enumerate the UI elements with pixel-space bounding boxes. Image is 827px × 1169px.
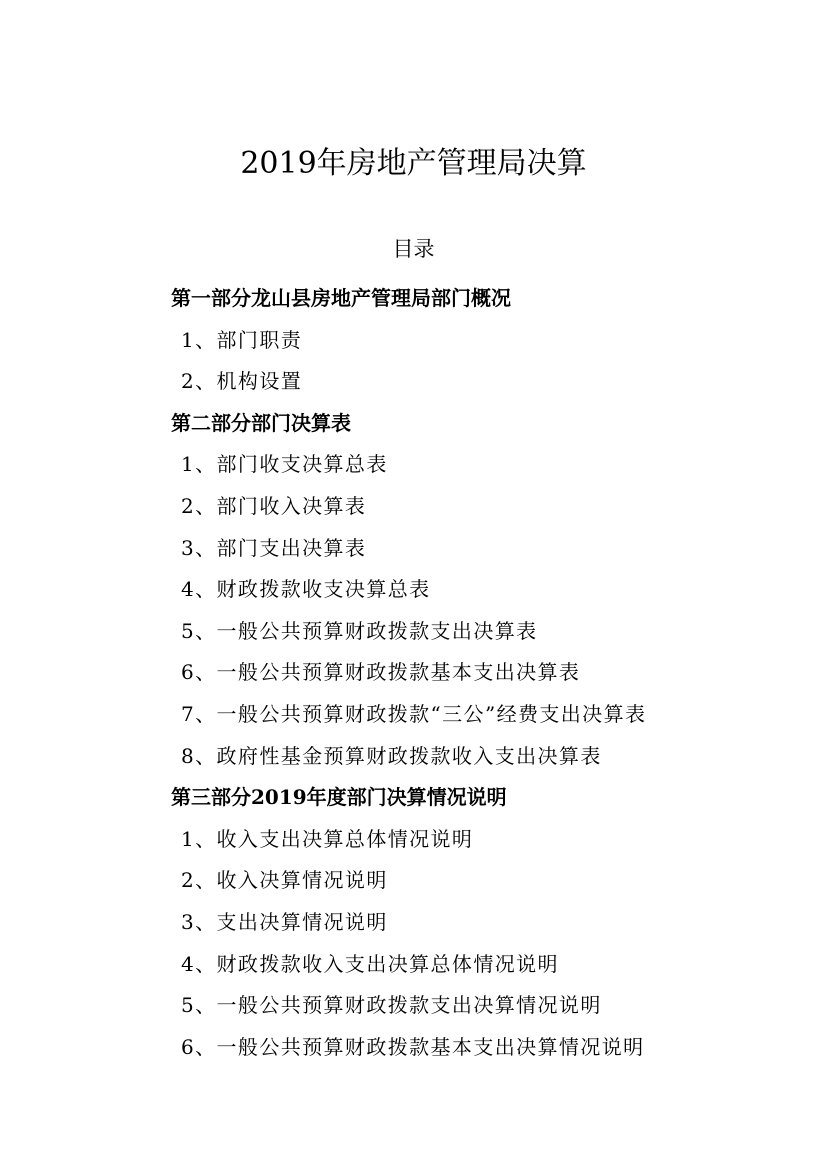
item-number: 4、 [181, 577, 217, 602]
toc-section-part-1 [171, 278, 811, 403]
toc-heading: 目录 [392, 237, 435, 261]
toc-item[interactable] [171, 652, 811, 694]
item-number: 8、 [181, 743, 217, 768]
toc-item[interactable] [171, 985, 811, 1027]
item-text: 支出决算情况说明 [216, 909, 388, 934]
toc-item[interactable] [171, 902, 811, 944]
item-text: 财政拨款收支决算总表 [216, 577, 431, 602]
item-number: 2、 [181, 868, 217, 893]
item-text: 机构设置 [216, 369, 303, 394]
toc-item[interactable] [171, 694, 811, 736]
item-number: 3、 [181, 909, 217, 934]
item-text: 政府性基金预算财政拨款收入支出决算表 [216, 743, 602, 768]
item-number: 1、 [181, 826, 217, 851]
item-number: 6、 [181, 1034, 217, 1059]
toc-item[interactable] [171, 444, 811, 486]
toc-item[interactable] [171, 569, 811, 611]
section-title[interactable]: 第二部分部门决算表 [171, 410, 351, 435]
toc-item[interactable] [171, 486, 811, 528]
item-text: 部门收支决算总表 [216, 452, 388, 477]
item-text: 部门职责 [216, 327, 303, 352]
toc-item[interactable] [171, 1027, 811, 1069]
item-number: 3、 [181, 535, 217, 560]
toc-item[interactable] [171, 528, 811, 570]
section-title[interactable]: 第三部分2019年度部门决算情况说明 [171, 785, 507, 810]
toc-item[interactable] [171, 361, 811, 403]
toc-item[interactable] [171, 860, 811, 902]
item-text: 收入决算情况说明 [216, 868, 388, 893]
item-text: 一般公共预算财政拨款支出决算表 [216, 618, 538, 643]
item-number: 1、 [181, 327, 217, 352]
item-text: 一般公共预算财政拨款支出决算情况说明 [216, 993, 602, 1018]
item-number: 4、 [181, 951, 217, 976]
toc-section-part-2 [171, 403, 811, 777]
item-text: 部门支出决算表 [216, 535, 367, 560]
item-number: 7、 [181, 701, 217, 726]
toc-item[interactable] [171, 819, 811, 861]
item-text: 财政拨款收入支出决算总体情况说明 [216, 951, 559, 976]
document-title: 2019年房地产管理局决算 [240, 146, 587, 181]
item-number: 5、 [181, 618, 217, 643]
item-text: 部门收入决算表 [216, 493, 367, 518]
section-title[interactable]: 第一部分龙山县房地产管理局部门概况 [171, 286, 511, 310]
item-text: 一般公共预算财政拨款基本支出决算表 [216, 660, 581, 685]
item-text: 一般公共预算财政拨款“三公”经费支出决算表 [216, 701, 647, 726]
table-of-contents [171, 278, 811, 1068]
toc-item[interactable] [171, 736, 811, 778]
item-text: 收入支出决算总体情况说明 [216, 826, 474, 851]
toc-item[interactable] [171, 320, 811, 362]
item-number: 2、 [181, 369, 217, 394]
item-number: 1、 [181, 452, 217, 477]
toc-item[interactable] [171, 944, 811, 986]
item-number: 5、 [181, 993, 217, 1018]
toc-section-part-3 [171, 777, 811, 1068]
item-number: 6、 [181, 660, 217, 685]
item-number: 2、 [181, 493, 217, 518]
item-text: 一般公共预算财政拨款基本支出决算情况说明 [216, 1034, 645, 1059]
toc-item[interactable] [171, 611, 811, 653]
